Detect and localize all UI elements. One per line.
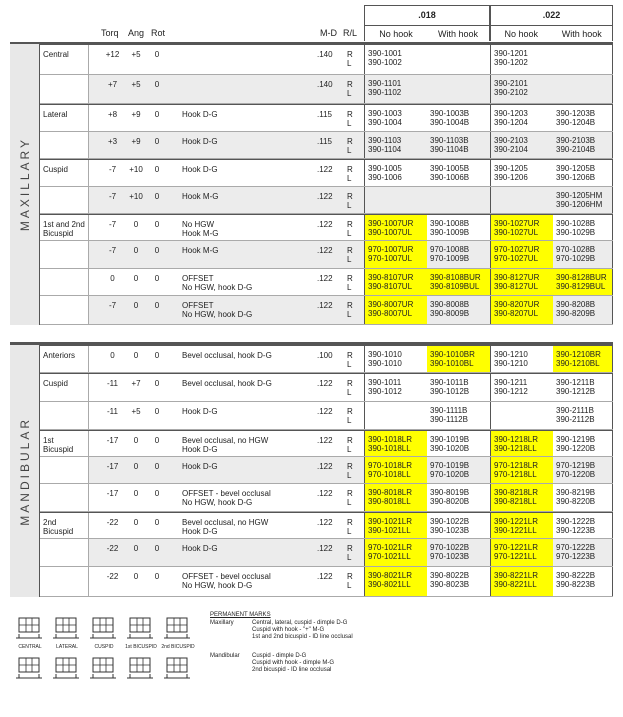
table-row	[40, 484, 613, 512]
description: Hook D-G	[182, 137, 218, 146]
rl-value: R L	[347, 220, 353, 238]
part-number: 390-2101 390-2102	[490, 75, 553, 103]
part-number: 390-8207UR 390-8207UL	[490, 296, 553, 324]
tooth-label: CUSPID	[94, 644, 114, 650]
part-number: 390-1218LR 390-1218LL	[490, 431, 553, 456]
table-header	[10, 5, 613, 42]
part-number: 390-1019B 390-1020B	[430, 435, 470, 453]
ang-value: 0	[133, 489, 139, 498]
ang-value: 0	[133, 544, 139, 553]
rot-value: 0	[154, 192, 160, 201]
part-number: 390-1007UR 390-1007UL	[364, 215, 427, 240]
part-number: 970-1222B 970-1223B	[556, 543, 596, 561]
description: Hook D-G	[182, 407, 218, 416]
tooth-label: CENTRAL	[18, 644, 42, 650]
md-value: .122	[317, 192, 333, 201]
rot-value: 0	[154, 246, 160, 255]
md-value: .100	[317, 351, 333, 360]
maxillary-label: MAXILLARY	[10, 44, 40, 325]
part-number: 970-1219B 970-1220B	[556, 461, 596, 479]
torq-value: -7	[108, 192, 117, 201]
torq-value: 0	[110, 351, 115, 360]
rl-value: R L	[347, 489, 353, 507]
table-row	[40, 187, 613, 214]
torq-value: +7	[107, 80, 118, 89]
rl-value: R L	[347, 137, 353, 155]
part-number: 390-1001 390-1002	[364, 45, 427, 74]
md-value: .122	[317, 165, 333, 174]
part-number: 390-8008B 390-8009B	[430, 300, 470, 318]
table-row	[40, 430, 613, 457]
ang-value: 0	[133, 518, 139, 527]
table-row	[40, 296, 613, 325]
description: Hook D-G	[182, 462, 218, 471]
tooth-label: 1st BICUSPID	[125, 644, 157, 650]
md-value: .140	[317, 80, 333, 89]
ang-value: +9	[131, 110, 141, 119]
part-number	[427, 187, 490, 213]
mandibular-section	[10, 343, 613, 597]
description: Bevel occlusal, hook D-G	[182, 351, 272, 360]
rot-value: 0	[154, 220, 160, 229]
ang-value: 0	[133, 246, 139, 255]
part-number: 390-1027UR 390-1027UL	[490, 215, 553, 240]
bracket-diagram-icon	[164, 658, 190, 678]
ang-value: +10	[129, 192, 143, 201]
tooth-diagrams	[10, 612, 210, 712]
part-number: 390-1028B 390-1029B	[556, 219, 596, 237]
rl-value: R L	[347, 462, 353, 480]
torq-value: -7	[108, 301, 117, 310]
rl-value: R L	[347, 572, 353, 590]
rot-value: 0	[154, 301, 160, 310]
part-number	[427, 75, 490, 103]
part-number: 970-1019B 970-1020B	[430, 461, 470, 479]
part-number: 390-1103B 390-1104B	[430, 136, 469, 154]
ang-value: 0	[133, 301, 139, 310]
ang-value: +5	[131, 407, 141, 416]
bracket-diagram-icon	[53, 618, 79, 638]
torq-value: +8	[107, 110, 118, 119]
part-number: 390-8108BUR 390-8109BUL	[427, 269, 490, 295]
torq-value: -17	[106, 462, 119, 471]
part-number: 970-1008B 970-1009B	[430, 245, 470, 263]
part-number: 390-1211 390-1212	[490, 374, 553, 401]
description: Bevel occlusal, no HGW Hook D-G	[182, 436, 269, 454]
part-number: 390-1011 390-1012	[364, 374, 427, 401]
description: OFFSET - bevel occlusal No HGW, hook D-G	[182, 489, 271, 507]
md-value: .122	[317, 246, 333, 255]
ang-value: 0	[133, 351, 139, 360]
part-number	[490, 402, 553, 429]
part-number: 390-1221LR 390-1221LL	[490, 513, 553, 538]
rot-value: 0	[154, 572, 160, 581]
md-value: .122	[317, 489, 333, 498]
description: Hook D-G	[182, 165, 218, 174]
part-number: 390-8021LR 390-8021LL	[364, 567, 427, 596]
table-row	[40, 44, 613, 75]
rl-value: R L	[347, 379, 353, 397]
table-row	[40, 539, 613, 567]
group-022: .022 No hook With hook	[490, 5, 613, 41]
permanent-marks: PERMANENT MARKS Maxillary Central, lateral, cuspid - dimple D-G Cuspid with hook - "+" M-G 1st and 2nd bicuspid - ID line occlusal Mandibular Cuspid - dimple D-G Cuspid with hook - dimple M-G 2nd bicuspid - ID line occlusal	[210, 612, 353, 673]
part-number: 390-8022B 390-8023B	[430, 571, 470, 589]
group-label: Anteriors	[43, 351, 76, 360]
md-value: .122	[317, 572, 333, 581]
part-number: 390-2103B 390-2104B	[556, 136, 596, 154]
rot-value: 0	[154, 165, 160, 174]
part-number: 390-1201 390-1202	[490, 45, 553, 74]
section-divider	[10, 325, 613, 343]
rl-value: R L	[347, 110, 353, 128]
part-number: 390-1010 390-1010	[364, 346, 427, 372]
rot-value: 0	[154, 436, 160, 445]
part-number: 390-2103 390-2104	[490, 132, 553, 158]
part-number: 970-1218LR 970-1218LL	[490, 457, 553, 483]
part-number: 970-1022B 970-1023B	[430, 543, 470, 561]
md-value: .122	[317, 436, 333, 445]
md-value: .140	[317, 50, 333, 59]
part-number: 970-1018LR 970-1018LL	[364, 457, 427, 483]
md-value: .115	[317, 110, 332, 119]
md-value: .122	[317, 462, 333, 471]
ang-value: 0	[133, 274, 139, 283]
torq-value: -17	[106, 489, 119, 498]
ang-value: 0	[133, 572, 139, 581]
header-md: M-D	[320, 28, 337, 38]
part-number: 390-8208B 390-8209B	[556, 300, 596, 318]
ang-value: 0	[133, 462, 139, 471]
part-number: 970-1007UR 970-1007UL	[364, 241, 427, 268]
table-row	[40, 159, 613, 187]
group-label: 2nd Bicuspid	[43, 518, 74, 536]
part-number: 970-1028B 970-1029B	[556, 245, 596, 263]
table-row	[40, 104, 613, 132]
mandibular-label: MANDIBULAR	[10, 345, 40, 597]
description: OFFSET No HGW, hook D-G	[182, 274, 253, 292]
header-rl: R/L	[343, 28, 358, 38]
part-number: 390-1021LR 390-1021LL	[364, 513, 427, 538]
torq-value: -7	[108, 246, 117, 255]
group-label: Cuspid	[43, 165, 68, 174]
rot-value: 0	[154, 110, 160, 119]
table-row	[40, 241, 613, 269]
part-number: 390-1103 390-1104	[364, 132, 427, 158]
rot-value: 0	[154, 274, 160, 283]
bracket-table	[10, 5, 613, 597]
ang-value: +5	[131, 50, 141, 59]
part-number: 970-1221LR 970-1221LL	[490, 539, 553, 566]
part-number: 390-1101 390-1102	[364, 75, 427, 103]
part-number: 390-1222B 390-1223B	[556, 517, 596, 535]
ang-value: 0	[133, 220, 139, 229]
bracket-diagram-icon	[90, 618, 116, 638]
part-number: 390-1005B 390-1006B	[430, 164, 470, 182]
part-number: 390-8018LR 390-8018LL	[364, 484, 427, 511]
part-number: 390-8127UR 390-8127UL	[490, 269, 553, 295]
bracket-diagram-icon	[16, 658, 42, 678]
part-number: 390-1111B 390-1112B	[430, 406, 468, 424]
torq-value: -7	[108, 220, 117, 229]
rl-value: R L	[347, 80, 353, 98]
part-number: 390-8007UR 390-8007UL	[364, 296, 427, 324]
md-value: .122	[317, 220, 333, 229]
part-number: 970-1021LR 970-1021LL	[364, 539, 427, 566]
rot-value: 0	[154, 544, 160, 553]
description: No HGW Hook M-G	[182, 220, 219, 238]
part-number: 390-1010BR 390-1010BL	[427, 346, 490, 372]
ang-value: +10	[129, 165, 143, 174]
rl-value: R L	[347, 192, 353, 210]
rl-value: R L	[347, 165, 353, 183]
rl-value: R L	[347, 274, 353, 292]
torq-value: +12	[105, 50, 120, 59]
description: Hook D-G	[182, 544, 218, 553]
bracket-diagram-icon	[16, 618, 42, 638]
part-number: 390-1205HM 390-1206HM	[556, 191, 603, 209]
part-number: 390-1005 390-1006	[364, 160, 427, 186]
ang-value: +5	[131, 80, 141, 89]
part-number: 390-1203 390-1204	[490, 105, 553, 131]
part-number	[490, 187, 553, 213]
description: Bevel occlusal, no HGW Hook D-G	[182, 518, 269, 536]
rot-value: 0	[154, 137, 160, 146]
group-label: 1st and 2nd Bicuspid	[43, 220, 85, 238]
part-number: 390-8218LR 390-8218LL	[490, 484, 553, 511]
description: Hook M-G	[182, 192, 219, 201]
part-number: 390-8128BUR 390-8129BUL	[553, 269, 613, 295]
rot-value: 0	[154, 489, 160, 498]
part-number: 390-8219B 390-8220B	[556, 488, 596, 506]
part-number	[553, 75, 613, 103]
group-label: Lateral	[43, 110, 68, 119]
part-number: 390-1211B 390-1212B	[556, 378, 596, 396]
header-ang: Ang	[128, 28, 145, 38]
bracket-diagram-icon	[90, 658, 116, 678]
rl-value: R L	[347, 544, 353, 562]
header-rot: Rot	[151, 28, 166, 38]
rl-value: R L	[347, 50, 353, 68]
table-row	[40, 402, 613, 430]
table-row	[40, 512, 613, 539]
part-number: 390-1210 390-1210	[490, 346, 553, 372]
group-018: .018 No hook With hook	[364, 5, 490, 41]
rl-value: R L	[347, 351, 353, 369]
part-number: 390-1003B 390-1004B	[430, 109, 470, 127]
part-number	[364, 402, 427, 429]
torq-value: -22	[106, 572, 119, 581]
description: OFFSET - bevel occlusal No HGW, hook D-G	[182, 572, 271, 590]
part-number: 390-1219B 390-1220B	[556, 435, 596, 453]
table-row	[40, 567, 613, 597]
part-number: 390-1022B 390-1023B	[430, 517, 470, 535]
torq-value: -22	[106, 518, 119, 527]
md-value: .115	[317, 137, 332, 146]
group-label: Cuspid	[43, 379, 68, 388]
part-number: 390-1210BR 390-1210BL	[553, 346, 613, 372]
part-number: 390-1018LR 390-1018LL	[364, 431, 427, 456]
md-value: .122	[317, 301, 333, 310]
group-label: 1st Bicuspid	[43, 436, 74, 454]
part-number: 390-8019B 390-8020B	[430, 488, 470, 506]
rot-value: 0	[154, 407, 160, 416]
description: OFFSET No HGW, hook D-G	[182, 301, 253, 319]
part-number	[364, 187, 427, 213]
description: Hook D-G	[182, 110, 218, 119]
torq-value: +3	[107, 137, 118, 146]
maxillary-section	[10, 42, 613, 325]
rl-value: R L	[347, 407, 353, 425]
table-row	[40, 75, 613, 104]
torq-value: -22	[106, 544, 119, 553]
ang-value: 0	[133, 436, 139, 445]
part-number: 390-1205 390-1206	[490, 160, 553, 186]
rl-value: R L	[347, 518, 353, 536]
ang-value: +7	[131, 379, 141, 388]
rot-value: 0	[154, 351, 160, 360]
part-number: 390-8221LR 390-8221LL	[490, 567, 553, 596]
part-number	[427, 45, 490, 74]
part-number: 390-1008B 390-1009B	[430, 219, 470, 237]
rot-value: 0	[154, 462, 160, 471]
table-row	[40, 214, 613, 241]
part-number: 390-8222B 390-8223B	[556, 571, 596, 589]
part-number: 390-1205B 390-1206B	[556, 164, 596, 182]
table-row	[40, 457, 613, 484]
table-row	[40, 373, 613, 402]
bracket-diagram-icon	[53, 658, 79, 678]
part-number: 390-1003 390-1004	[364, 105, 427, 131]
part-number: 390-1011B 390-1012B	[430, 378, 470, 396]
header-torq: Torq	[101, 28, 119, 38]
part-number	[553, 45, 613, 74]
rl-value: R L	[347, 246, 353, 264]
group-label: Central	[43, 50, 69, 59]
rl-value: R L	[347, 301, 353, 319]
rot-value: 0	[154, 379, 160, 388]
torq-value: -11	[107, 407, 118, 416]
torq-value: 0	[110, 274, 115, 283]
table-row	[40, 269, 613, 296]
torq-value: -7	[108, 165, 117, 174]
part-number: 970-1027UR 970-1027UL	[490, 241, 553, 268]
legend	[10, 612, 613, 712]
rot-value: 0	[154, 518, 160, 527]
rot-value: 0	[154, 50, 160, 59]
description: Hook M-G	[182, 246, 219, 255]
table-row	[40, 345, 613, 373]
md-value: .122	[317, 407, 333, 416]
torq-value: -17	[106, 436, 119, 445]
rl-value: R L	[347, 436, 353, 454]
bracket-diagram-icon	[127, 618, 153, 638]
tooth-label: LATERAL	[56, 644, 78, 650]
md-value: .122	[317, 379, 333, 388]
rot-value: 0	[154, 80, 160, 89]
tooth-label: 2nd BICUSPID	[161, 644, 195, 650]
part-number: 390-1203B 390-1204B	[556, 109, 596, 127]
description: Bevel occlusal, hook D-G	[182, 379, 272, 388]
part-number: 390-8107UR 390-8107UL	[364, 269, 427, 295]
bracket-diagram-icon	[164, 618, 190, 638]
ang-value: +9	[131, 137, 141, 146]
md-value: .122	[317, 544, 333, 553]
md-value: .122	[317, 274, 333, 283]
part-number: 390-2111B 390-2112B	[556, 406, 595, 424]
torq-value: -11	[107, 379, 118, 388]
md-value: .122	[317, 518, 333, 527]
bracket-diagram-icon	[127, 658, 153, 678]
table-row	[40, 132, 613, 159]
